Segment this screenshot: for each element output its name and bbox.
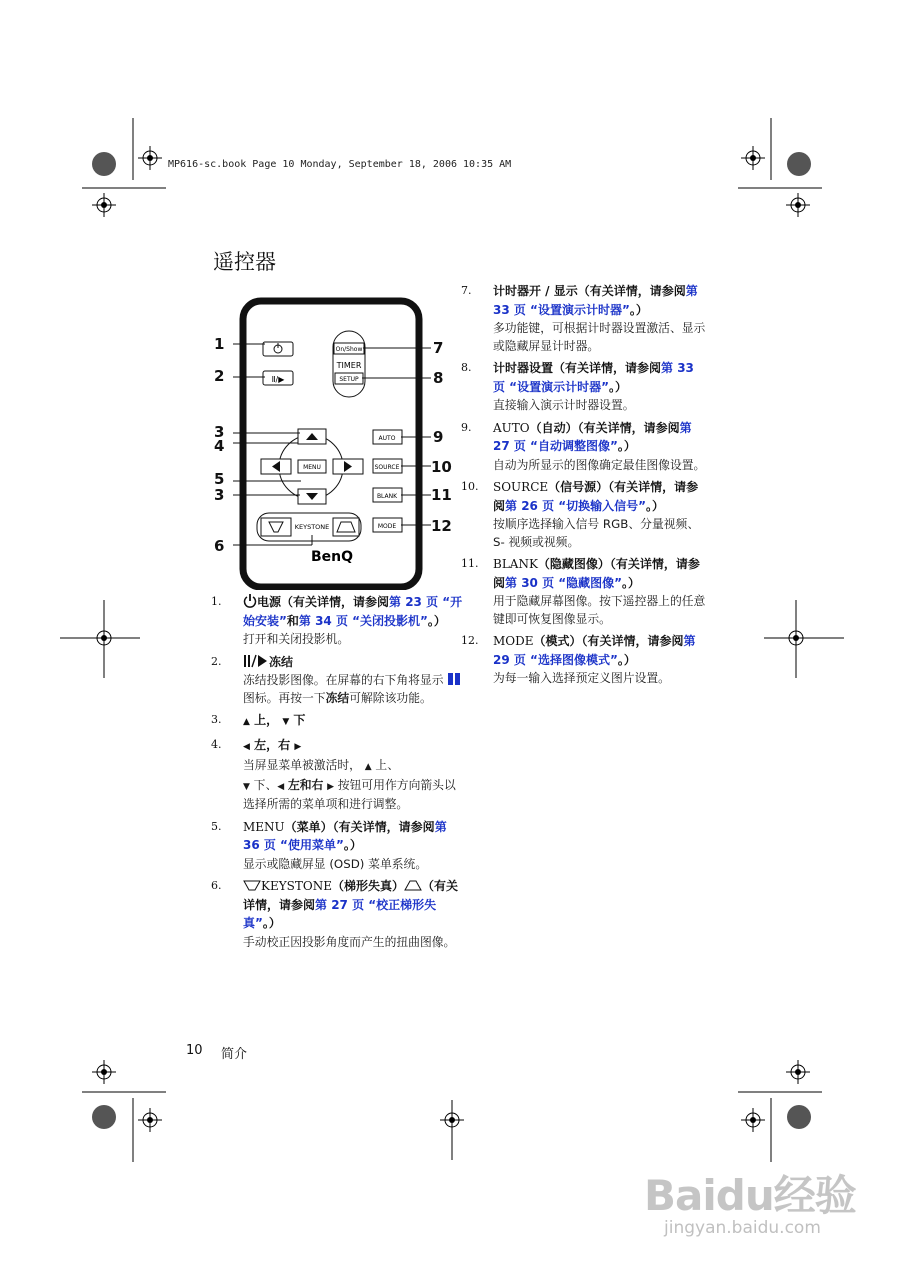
section-title: 简介 [221,1047,248,1062]
keystone-label: KEYSTONE [294,523,330,531]
callout-4: 4 [214,437,225,455]
callout-3-up: 3 [214,423,225,441]
right-column [461,282,706,692]
list-item-menu: 5. MENU（菜单）（有关详情，请参阅第 36 页 “使用菜单”。） 显示或隐藏屏显 (OSD) 菜单系统。 [211,819,447,871]
link-p34[interactable]: 第 34 页 “关闭投影机” [298,613,428,628]
page-number: 10 [186,1043,203,1058]
timer-label: TIMER [336,361,362,370]
watermark-logo: Baidu经验 [644,1171,856,1220]
list-item-blank: 11. BLANK（隐藏图像）（有关详情，请参阅第 30 页 “隐藏图像”。） 用于隐藏屏幕图像。按下遥控器上的任意键即可恢复图像显示。 [461,557,706,626]
list-item-freeze: 2. 冻结 冻结投影图像。在屏幕的右下角将显示 图标。再按一下冻结可解除该功能。 [211,653,463,708]
callout-7: 7 [433,339,444,357]
freeze-button-label: Ⅱ/▶ [271,375,285,384]
on-show-label: On/Show [335,346,363,353]
auto-label: AUTO [378,435,396,442]
link-p33-b[interactable]: 第 33 页 “设置演示计时器” [493,361,694,394]
pause-icon [447,673,461,685]
callout-10: 10 [431,458,452,476]
link-p27-keystone[interactable]: 第 27 页 “校正梯形失真” [243,897,437,930]
callout-6: 6 [214,537,225,555]
callout-2: 2 [214,367,225,385]
freeze-icon [243,654,269,668]
source-label: SOURCE [374,464,400,471]
callout-8: 8 [433,369,444,387]
left-arrow-icon: ◀ [243,741,250,752]
keystone-up-icon [404,879,422,891]
print-header: MP616-sc.book Page 10 Monday, September 18, 2006 10:35 AM [168,159,512,170]
brand-logo: BenQ [310,549,354,565]
link-p33-a[interactable]: 第 33 页 “设置演示计时器” [493,284,698,317]
callout-12: 12 [431,517,452,535]
down-arrow-icon: ▼ [282,717,290,727]
link-p29[interactable]: 第 29 页 “选择图像模式” [493,634,696,667]
link-p30[interactable]: 第 30 页 “隐藏图像” [505,575,623,590]
watermark-url: jingyan.baidu.com [664,1218,821,1238]
list-item-timer-setup: 8. 计时器设置（有关详情，请参阅第 33 页 “设置演示计时器”。） 直接输入演示计时器设置。 [461,361,694,412]
list-item-leftright: 4. ◀ 左，右 ▶ 当屏显菜单被激活时， ▲ 上、 ▼ 下、◀ 左和右 ▶ 按钮可用作方向箭头以选择所需的菜单项和进行调整。 [211,737,456,811]
remote-control-illustration [205,295,455,590]
list-item-updown: 3. ▲ 上， ▼ 下 [211,713,306,727]
mode-label: MODE [377,523,397,530]
link-p27-auto[interactable]: 第 27 页 “自动调整图像” [493,420,692,453]
link-p26[interactable]: 第 26 页 “切换输入信号” [505,498,647,513]
page-title: 遥控器 [213,250,276,274]
list-item-power: 1. 电源（有关详情，请参阅第 23 页 “开始安装”和第 34 页 “关闭投影机”。） 打开和关闭投影机。 [211,595,463,646]
list-item-keystone: 6. KEYSTONE（梯形失真） （有关详情，请参阅第 27 页 “校正梯形失真”。） 手动校正因投影角度而产生的扭曲图像。 [211,879,458,949]
list-item-auto: 9. AUTO（自动）（有关详情，请参阅第 27 页 “自动调整图像”。） 自动为所显示的图像确定最佳图像设置。 [461,420,706,472]
setup-label: SETUP [339,376,359,383]
link-p23[interactable]: 第 23 页 “开始安装” [243,595,463,628]
callout-5: 5 [214,470,225,488]
callout-9: 9 [433,428,444,446]
right-arrow-icon: ▶ [294,741,302,752]
callout-11: 11 [431,486,452,504]
blank-label: BLANK [376,493,398,500]
link-p36[interactable]: 第 36 页 “使用菜单” [243,819,447,852]
list-item-source: 10. SOURCE（信号源）（有关详情，请参阅第 26 页 “切换输入信号”。） 按顺序选择输入信号 RGB、分量视频、S- 视频或视频。 [461,480,700,549]
power-icon [243,593,257,609]
menu-label: MENU [303,464,321,471]
list-item-mode: 12. MODE（模式）（有关详情，请参阅第 29 页 “选择图像模式”。） 为每一输入选择预定义图片设置。 [461,634,696,685]
up-arrow-icon: ▲ [243,717,250,727]
callout-1: 1 [214,335,225,353]
list-item-timer-on: 7. 计时器开 / 显示（有关详情，请参阅第 33 页 “设置演示计时器”。） 多功能键，可根据计时器设置激活、显示或隐藏屏显计时器。 [461,284,706,353]
callout-3-down: 3 [214,486,225,504]
keystone-down-icon [243,879,261,891]
left-column [211,593,463,955]
